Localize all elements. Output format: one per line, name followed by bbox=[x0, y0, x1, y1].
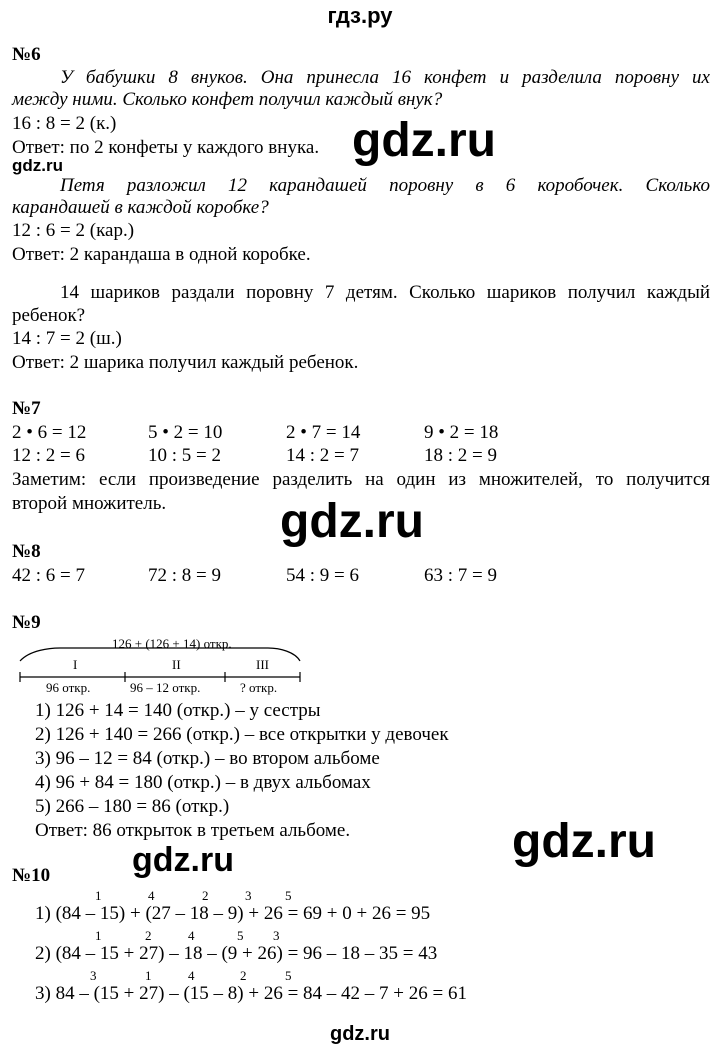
task-6-problem-1-calc: 16 : 8 = 2 (к.) bbox=[12, 113, 117, 134]
diagram-part-ii-value: 96 – 12 откр. bbox=[130, 680, 201, 695]
e2-order-5: 3 bbox=[273, 928, 280, 943]
task-9-step-5: 5) 266 – 180 = 86 (откр.) bbox=[35, 796, 230, 817]
e1-order-1: 1 bbox=[95, 888, 102, 903]
e2-order-1: 1 bbox=[95, 928, 102, 943]
task-7-row-1-expr-3: 2 • 7 = 14 bbox=[286, 422, 361, 443]
task-9-step-2: 2) 126 + 140 = 266 (откр.) – все открытки у девочек bbox=[35, 724, 449, 745]
watermark-4: gdz.ru bbox=[132, 841, 234, 879]
task-6-problem-1-line-2: между ними. Сколько конфет получил каждый внук? bbox=[12, 89, 443, 110]
task-6-problem-2-line-1: Петя разложил 12 карандашей поровну в 6 коробочек. Сколько bbox=[60, 175, 710, 196]
task-8-expr-3: 54 : 9 = 6 bbox=[286, 565, 359, 586]
task-10-expr-3: 3) 84 – (15 + 27) – (15 – 8) + 26 = 84 – 42 – 7 + 26 = 61 bbox=[35, 983, 467, 1004]
task-7-row-2-expr-2: 10 : 5 = 2 bbox=[148, 445, 221, 466]
e3-order-3: 4 bbox=[188, 968, 195, 983]
diagram-part-iii-label: III bbox=[256, 657, 269, 672]
task-6-problem-2-answer: Ответ: 2 карандаша в одной коробке. bbox=[12, 244, 311, 265]
task-7-note-line-1: Заметим: если произведение разделить на один из множителей, то получится bbox=[12, 469, 710, 490]
task-6-problem-2-line-2: карандашей в каждой коробке? bbox=[12, 197, 269, 218]
task-6-problem-1-answer: Ответ: по 2 конфеты у каждого внука. bbox=[12, 137, 320, 158]
diagram-part-iii-value: ? откр. bbox=[240, 680, 278, 695]
task-6-problem-3-line-2: ребенок? bbox=[12, 305, 86, 326]
e3-order-4: 2 bbox=[240, 968, 247, 983]
task-6-problem-2-calc: 12 : 6 = 2 (кар.) bbox=[12, 220, 135, 241]
watermark-1: gdz.ru bbox=[352, 114, 496, 167]
task-7-note-line-2: второй множитель. bbox=[12, 493, 167, 514]
task-6-problem-1-line-1: У бабушки 8 внуков. Она принесла 16 конфет и разделила поровну их bbox=[60, 67, 710, 88]
task-6-problem-3-line-1: 14 шариков раздали поровну 7 детям. Сколько шариков получил каждый bbox=[60, 282, 710, 303]
task-10-expr-2: 2) (84 – 15 + 27) – 18 – (9 + 26) = 96 – 18 – 35 = 43 bbox=[35, 943, 438, 964]
diagram-total-label: 126 + (126 + 14) откр. bbox=[112, 636, 232, 651]
e1-order-5: 5 bbox=[285, 888, 292, 903]
task-7-row-2-expr-4: 18 : 2 = 9 bbox=[424, 445, 497, 466]
diagram-part-ii-label: II bbox=[172, 657, 181, 672]
task-7-row-1-expr-1: 2 • 6 = 12 bbox=[12, 422, 87, 443]
task-8-expr-1: 42 : 6 = 7 bbox=[12, 565, 85, 586]
e2-order-3: 4 bbox=[188, 928, 195, 943]
watermark-2: gdz.ru bbox=[280, 495, 424, 548]
task-7-row-1-expr-2: 5 • 2 = 10 bbox=[148, 422, 223, 443]
task-9-step-1: 1) 126 + 14 = 140 (откр.) – у сестры bbox=[35, 700, 321, 721]
task-6-problem-3-calc: 14 : 7 = 2 (ш.) bbox=[12, 328, 122, 349]
task-7-row-1-expr-4: 9 • 2 = 18 bbox=[424, 422, 499, 443]
task-10-number: №10 bbox=[12, 865, 51, 886]
task-8-expr-4: 63 : 7 = 9 bbox=[424, 565, 497, 586]
task-6-problem-3-answer: Ответ: 2 шарика получил каждый ребенок. bbox=[12, 352, 359, 373]
watermark-3: gdz.ru bbox=[512, 815, 656, 868]
e1-order-4: 3 bbox=[245, 888, 252, 903]
task-7-number: №7 bbox=[12, 398, 41, 419]
e3-order-2: 1 bbox=[145, 968, 152, 983]
task-8-expr-2: 72 : 8 = 9 bbox=[148, 565, 221, 586]
task-9-number: №9 bbox=[12, 612, 41, 633]
e1-order-3: 2 bbox=[202, 888, 209, 903]
e3-order-1: 3 bbox=[90, 968, 97, 983]
task-7-row-2-expr-1: 12 : 2 = 6 bbox=[12, 445, 85, 466]
task-8-number: №8 bbox=[12, 541, 41, 562]
e2-order-4: 5 bbox=[237, 928, 244, 943]
diagram-part-i-label: I bbox=[73, 657, 78, 672]
diagram-part-i-value: 96 откр. bbox=[46, 680, 91, 695]
watermark-small: gdz.ru bbox=[12, 156, 63, 175]
task-9-answer: Ответ: 86 открыток в третьем альбоме. bbox=[35, 820, 351, 841]
site-header: гдз.ру bbox=[327, 3, 393, 28]
task-9-step-4: 4) 96 + 84 = 180 (откр.) – в двух альбомах bbox=[35, 772, 371, 793]
task-10-expr-1: 1) (84 – 15) + (27 – 18 – 9) + 26 = 69 + 0 + 26 = 95 bbox=[35, 903, 431, 924]
site-footer: gdz.ru bbox=[330, 1023, 390, 1045]
e2-order-2: 2 bbox=[145, 928, 152, 943]
task-9-step-3: 3) 96 – 12 = 84 (откр.) – во втором альбоме bbox=[35, 748, 380, 769]
e1-order-2: 4 bbox=[148, 888, 155, 903]
task-6-number: №6 bbox=[12, 44, 41, 65]
task-7-row-2-expr-3: 14 : 2 = 7 bbox=[286, 445, 359, 466]
e3-order-5: 5 bbox=[285, 968, 292, 983]
